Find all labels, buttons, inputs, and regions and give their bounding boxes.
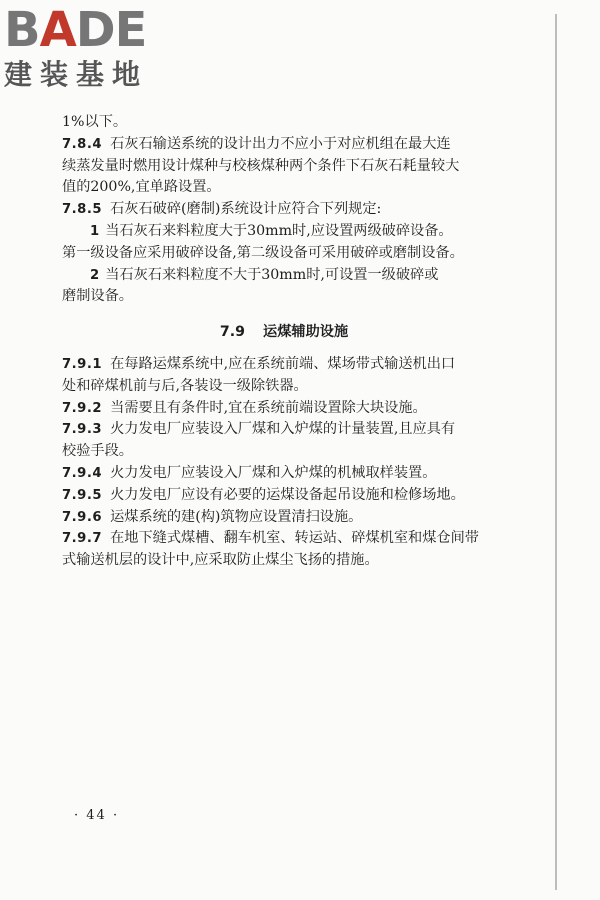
- clause-7-9-5: [62, 485, 506, 507]
- text-line: 值的200%,宜单路设置。: [62, 179, 221, 196]
- clause-number: 7.8.4: [62, 136, 103, 152]
- text-line: 1%以下。: [62, 114, 128, 130]
- page-number: · 44 ·: [74, 808, 120, 823]
- clause-text: 火力发电厂应设有必要的运煤设备起吊设施和检修场地。: [110, 486, 465, 503]
- bade-logo: [4, 4, 179, 92]
- text-line: 式输送机层的设计中,应采取防止煤尘飞扬的措施。: [62, 552, 379, 569]
- clause-7-9-7: [62, 528, 506, 550]
- logo-letter-b: B: [4, 2, 40, 58]
- clause-7-9-1: [62, 354, 506, 376]
- section-title: 运煤辅助设施: [263, 324, 349, 341]
- clause-text: 在地下缝式煤槽、翻车机室、转运站、碎煤机室和煤仓间带: [110, 530, 479, 547]
- list-item-2: 2 当石灰石来料粒度不大于30mm时,可设置一级破碎或: [90, 266, 439, 283]
- text-line: 续蒸发量时燃用设计煤种与校核煤种两个条件下石灰石耗量较大: [62, 157, 460, 174]
- clause-text: 火力发电厂应装设入厂煤和入炉煤的计量装置,且应具有: [110, 421, 456, 438]
- document-body: [62, 112, 506, 572]
- clause-text: 在每路运煤系统中,应在系统前端、煤场带式输送机出口: [110, 355, 456, 372]
- clause-7-9-2: [62, 398, 506, 420]
- text-line: 磨制设备。: [62, 288, 133, 305]
- text-line: 处和碎煤机前与后,各装设一级除铁器。: [62, 377, 308, 394]
- clause-7-9-6: [62, 507, 506, 529]
- clause-7-9-3: [62, 419, 506, 441]
- clause-number: 7.9.7: [62, 531, 103, 547]
- clause-text: 火力发电厂应装设入厂煤和入炉煤的机械取样装置。: [110, 464, 437, 481]
- list-item-1: 1 当石灰石来料粒度大于30mm时,应设置两级破碎设备。: [90, 222, 453, 239]
- clause-number: 7.8.5: [62, 202, 103, 218]
- section-number: 7.9: [219, 324, 245, 341]
- logo-chinese-text: 建装基地: [4, 58, 149, 91]
- clause-number: 7.9.2: [62, 400, 103, 416]
- text-line: 校验手段。: [62, 443, 133, 460]
- clause-text: 当需要且有条件时,宜在系统前端设置除大块设施。: [110, 399, 427, 416]
- logo-letter-a: A: [39, 2, 76, 58]
- clause-text: 运煤系统的建(构)筑物应设置清扫设施。: [110, 508, 363, 525]
- clause-7-8-5: [62, 199, 506, 221]
- page-edge-line: [555, 14, 557, 890]
- clause-number: 7.9.1: [62, 356, 103, 372]
- section-heading-7-9: [62, 322, 506, 344]
- clause-text: 石灰石破碎(磨制)系统设计应符合下列规定:: [110, 201, 382, 218]
- clause-number: 7.9.6: [62, 509, 103, 525]
- clause-number: 7.9.5: [62, 487, 103, 503]
- logo-letters-de: DE: [75, 2, 147, 58]
- logo-wordmark: [4, 4, 179, 56]
- clause-number: 7.9.4: [62, 465, 103, 481]
- clause-7-8-4: [62, 134, 506, 156]
- clause-text: 石灰石输送系统的设计出力不应小于对应机组在最大连: [110, 135, 451, 152]
- clause-number: 7.9.3: [62, 422, 103, 438]
- clause-7-9-4: [62, 463, 506, 485]
- text-line: 第一级设备应采用破碎设备,第二级设备可采用破碎或磨制设备。: [62, 244, 464, 261]
